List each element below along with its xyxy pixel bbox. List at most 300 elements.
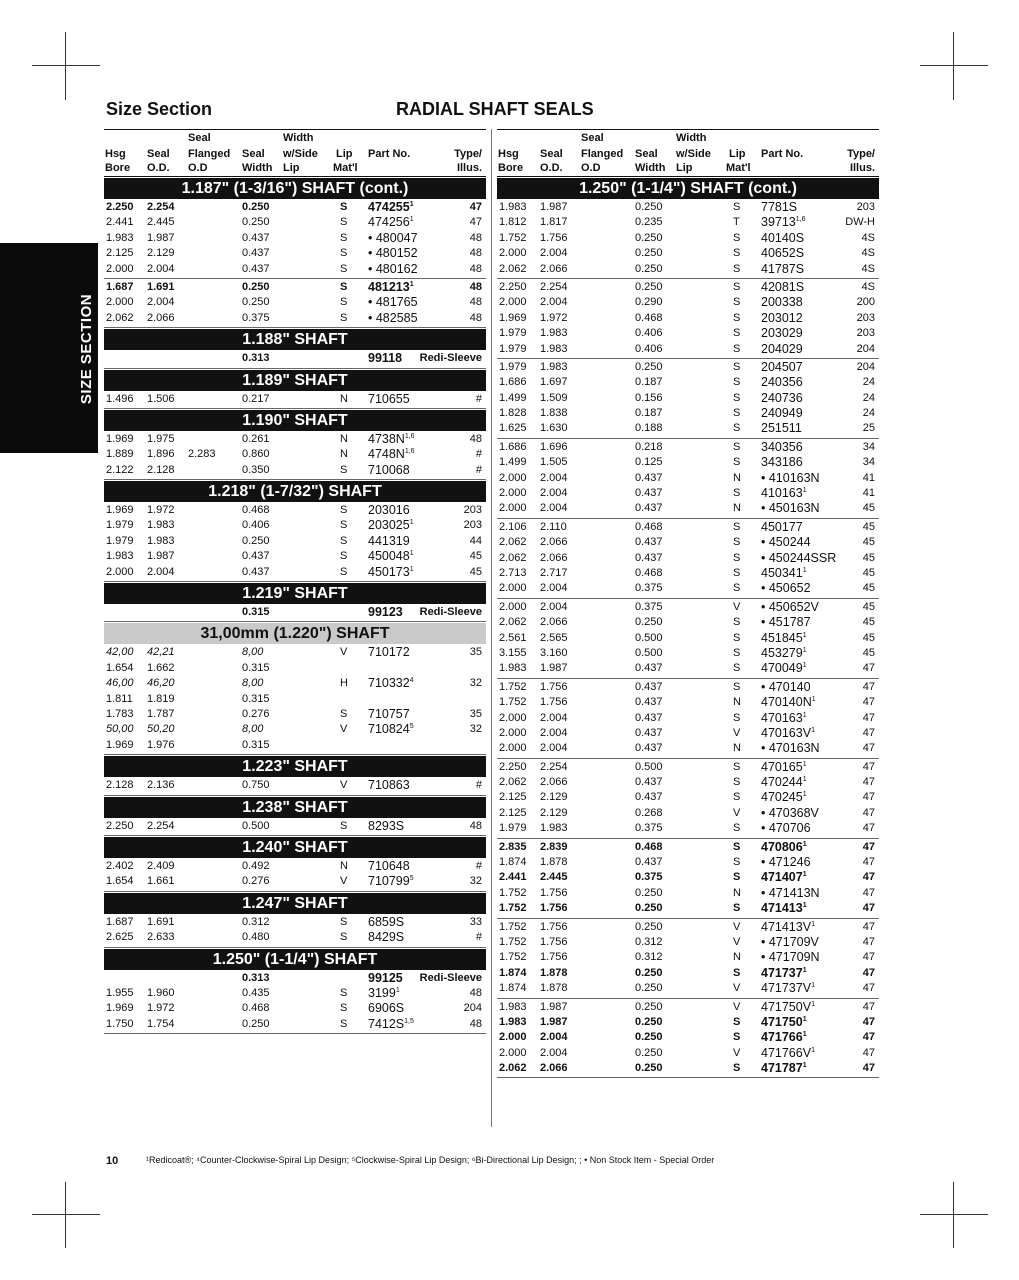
seal-width-cell (635, 471, 663, 486)
hsg-bore-cell-text: 2.561 (499, 631, 527, 644)
seal-od-cell-text: 2.565 (540, 631, 568, 644)
seal-od-cell-text: 2.445 (147, 216, 175, 229)
row-group (104, 432, 486, 480)
seal-width-cell-text: 0.312 (635, 951, 663, 964)
lip-material-cell-text: S (340, 986, 348, 999)
table-row (497, 600, 879, 615)
hsg-bore-cell (106, 692, 133, 707)
seal-od-cell (540, 360, 568, 375)
type-illus-cell (857, 311, 875, 326)
part-number-cell (761, 901, 807, 916)
part-number-cell (761, 440, 803, 455)
header-flanged: Flanged (188, 148, 231, 160)
seal-width-cell-text: 0.250 (242, 280, 270, 293)
footnote-ref: 1 (802, 791, 807, 799)
seal-width-cell (635, 695, 663, 710)
seal-od-cell (147, 930, 175, 945)
part-number-cell (761, 935, 819, 950)
type-illus-cell-text: 45 (862, 520, 875, 533)
part-number-cell-text: • 470163N (761, 741, 820, 756)
hsg-bore-cell-text: 1.499 (499, 391, 527, 404)
seal-width-cell-text: 0.250 (635, 1015, 663, 1028)
lip-material-cell-text: S (340, 519, 348, 532)
part-number-cell (761, 262, 804, 277)
type-illus-cell (863, 661, 875, 676)
type-illus-cell (857, 200, 875, 215)
part-number-cell-text: 42081S (761, 279, 805, 294)
type-illus-cell-text: 47 (862, 696, 875, 709)
lip-material-cell (340, 707, 347, 722)
part-number-cell-text: 710863 (368, 778, 410, 793)
row-group (104, 200, 486, 279)
seal-width-cell (242, 447, 270, 462)
seal-od-cell-text: 2.066 (540, 1062, 568, 1075)
hsg-bore-cell-text: 1.752 (499, 935, 527, 948)
part-number-cell (368, 1001, 404, 1016)
part-number-cell-text: • 410163N (761, 470, 820, 485)
seal-od-cell (540, 551, 568, 566)
footnote-ref: 1,6 (404, 432, 415, 440)
lip-material-cell (340, 565, 347, 580)
table-row (104, 971, 486, 986)
footnote-ref: 1 (802, 1031, 807, 1039)
type-illus-cell-text: 47 (862, 871, 875, 884)
footnote-ref: 1 (811, 1046, 815, 1054)
lip-material-cell (733, 231, 740, 246)
seal-width-cell (635, 661, 663, 676)
lip-material-cell-text: S (733, 840, 741, 853)
part-number-cell (368, 549, 414, 564)
lip-material-cell-text: S (340, 231, 348, 244)
part-number-cell (761, 711, 807, 726)
seal-od-cell (540, 760, 568, 775)
part-number-cell-text: • 470140 (761, 679, 811, 694)
type-illus-cell (863, 760, 875, 775)
type-illus-cell-text: # (475, 859, 482, 872)
hsg-bore-cell-text: 1.752 (499, 886, 527, 899)
seal-width-cell (635, 215, 663, 230)
table-row (497, 391, 879, 406)
lip-material-cell-text: S (340, 247, 348, 260)
hsg-bore-cell-text: 1.752 (499, 902, 527, 915)
seal-od-cell (540, 1046, 568, 1061)
hsg-bore-cell (499, 200, 527, 215)
lip-material-cell-text: S (340, 1017, 348, 1030)
type-illus-cell-text: 47 (862, 711, 875, 724)
hsg-bore-cell (106, 986, 134, 1001)
table-row (497, 581, 879, 596)
seal-width-cell (635, 631, 663, 646)
part-number-cell-text: 40140S (761, 230, 805, 245)
lip-material-cell (340, 295, 347, 310)
part-number-cell (368, 215, 414, 230)
row-group (104, 645, 486, 755)
lip-material-cell (733, 1030, 740, 1045)
lip-material-cell-text: S (340, 201, 348, 213)
seal-width-cell-text: 0.250 (242, 1017, 270, 1030)
hsg-bore-cell (499, 631, 527, 646)
type-illus-cell (863, 1015, 875, 1030)
seal-width-cell-text: 0.500 (242, 819, 270, 832)
seal-width-cell (635, 600, 663, 615)
hsg-bore-cell (499, 360, 527, 375)
table-row (497, 471, 879, 486)
hsg-bore-cell-text: 1.979 (499, 360, 527, 373)
type-illus-cell (863, 920, 875, 935)
seal-width-cell (242, 1001, 270, 1016)
type-illus-cell (470, 262, 482, 277)
part-number-cell-text: 471787 (761, 1061, 803, 1076)
header-lip-mat: Lip (336, 148, 353, 160)
seal-width-cell-text: 0.250 (635, 1046, 663, 1059)
type-illus-cell (476, 392, 482, 407)
lip-material-cell-text: S (733, 856, 741, 869)
type-illus-cell-text: 34 (862, 456, 875, 469)
seal-width-cell-text: 0.468 (635, 311, 663, 324)
type-illus-cell (863, 520, 875, 535)
part-number-cell (368, 722, 414, 737)
part-number-cell (761, 231, 804, 246)
header-wside: w/Side (676, 148, 711, 160)
part-number-cell-text: 710799 (368, 874, 410, 889)
seal-width-cell (242, 231, 270, 246)
table-row (497, 551, 879, 566)
hsg-bore-cell (106, 645, 134, 660)
hsg-bore-cell (106, 1017, 134, 1032)
table-row (497, 775, 879, 790)
type-illus-cell-text: 203 (856, 327, 875, 340)
type-illus-cell (470, 645, 482, 660)
lip-material-cell-text: S (733, 616, 741, 629)
seal-od-cell (540, 981, 568, 996)
row-group (104, 859, 486, 892)
hsg-bore-cell (106, 518, 134, 533)
type-illus-cell-text: 24 (862, 391, 875, 404)
seal-od-cell (540, 790, 568, 805)
hsg-bore-cell-text: 1.686 (499, 440, 527, 453)
lip-material-cell (733, 501, 741, 516)
lip-material-cell (733, 342, 740, 357)
type-illus-cell (470, 676, 482, 691)
shaft-size-heading: 1.190" SHAFT (104, 410, 486, 431)
hsg-bore-cell-text: 1.752 (499, 920, 527, 933)
seal-width-cell-text: 0.250 (635, 360, 663, 373)
part-number-cell-text: 40652S (761, 246, 805, 261)
seal-width-cell (635, 406, 663, 421)
seal-od-cell (540, 262, 568, 277)
hsg-bore-cell (106, 915, 134, 930)
seal-width-cell-text: 0.250 (242, 534, 270, 547)
lip-material-cell (733, 680, 740, 695)
type-illus-cell-text: 4S (861, 247, 875, 260)
shaft-size-heading: 1.238" SHAFT (104, 797, 486, 818)
header-seal-w: Seal (635, 148, 658, 160)
table-row (104, 778, 486, 793)
seal-od-cell-text: 1.756 (540, 935, 568, 948)
footnote-ref: 1 (802, 902, 807, 910)
type-illus-cell (863, 806, 875, 821)
part-number-cell (761, 631, 807, 646)
part-number-cell-text: 343186 (761, 455, 803, 470)
part-number-cell-text: 41787S (761, 261, 805, 276)
type-illus-cell-text: 47 (862, 1046, 875, 1059)
seal-width-cell (635, 535, 663, 550)
seal-od-cell-text: 1.983 (540, 822, 568, 835)
seal-width-cell (242, 692, 270, 707)
header-matl: Mat'l (333, 162, 358, 174)
part-number-cell (761, 790, 807, 805)
part-number-cell (368, 246, 418, 261)
seal-od-cell (147, 518, 175, 533)
part-number-cell-text: 453279 (761, 645, 803, 660)
part-number-cell (761, 375, 803, 390)
hsg-bore-cell (106, 311, 134, 326)
seal-width-cell (635, 455, 663, 470)
seal-width-cell (242, 874, 270, 889)
type-illus-cell (863, 600, 875, 615)
footnote-ref: 5 (409, 875, 414, 883)
seal-od-cell-text: 1.697 (540, 376, 568, 389)
seal-width-cell-text: 0.250 (635, 966, 663, 979)
lip-material-cell (733, 631, 740, 646)
part-number-cell (761, 566, 807, 581)
type-illus-cell-text: 47 (862, 806, 875, 819)
header-fl-od: O.D (188, 162, 208, 174)
part-number-cell-text: 470163V (761, 725, 812, 740)
hsg-bore-cell-text: 2.106 (499, 520, 527, 533)
type-illus-cell (863, 821, 875, 836)
hsg-bore-cell (499, 1061, 527, 1076)
lip-material-cell (733, 566, 740, 581)
type-illus-cell-text: 35 (469, 646, 482, 659)
part-number-cell-text: 471766V (761, 1045, 812, 1060)
part-number-cell-text: 240736 (761, 390, 803, 405)
part-number-cell-text: 99125 (368, 970, 403, 985)
type-illus-cell-text: 47 (862, 902, 875, 915)
seal-width-cell (242, 200, 270, 215)
flanged-od-cell-text: 2.283 (188, 448, 216, 461)
seal-width-cell (635, 615, 663, 630)
seal-width-cell-text: 0.125 (635, 456, 663, 469)
table-row (497, 966, 879, 981)
seal-od-cell (540, 342, 568, 357)
hsg-bore-cell (499, 821, 527, 836)
seal-width-cell-text: 0.315 (242, 661, 270, 674)
lip-material-cell (733, 821, 740, 836)
seal-od-cell-text: 2.066 (540, 551, 568, 564)
hsg-bore-cell-text: 42,00 (106, 646, 134, 659)
seal-width-cell-text: 0.250 (635, 982, 663, 995)
type-illus-cell (863, 901, 875, 916)
type-illus-cell (863, 501, 875, 516)
seal-width-cell (635, 486, 663, 501)
header-fl-seal: Seal (581, 132, 604, 144)
seal-width-cell-text: 0.500 (635, 631, 663, 644)
type-illus-cell-text: 45 (862, 582, 875, 595)
hsg-bore-cell (499, 391, 527, 406)
lip-material-cell (340, 463, 347, 478)
seal-od-cell-text: 1.987 (147, 231, 175, 244)
footnote-ref: 1 (811, 982, 815, 990)
seal-od-cell (540, 566, 568, 581)
hsg-bore-cell-text: 1.752 (499, 680, 527, 693)
lip-material-cell-text: S (733, 822, 741, 835)
type-illus-cell-text: 35 (469, 707, 482, 720)
seal-od-cell (540, 1000, 568, 1015)
hsg-bore-cell (499, 646, 527, 661)
lip-material-cell (733, 966, 740, 981)
seal-width-cell-text: 0.268 (635, 806, 663, 819)
hsg-bore-cell (499, 262, 527, 277)
type-illus-cell (476, 447, 482, 462)
type-illus-cell (863, 406, 875, 421)
lip-material-cell (733, 695, 741, 710)
lip-material-cell (733, 311, 740, 326)
table-row (497, 631, 879, 646)
seal-width-cell (635, 551, 663, 566)
type-illus-cell-text: Redi-Sleeve (419, 606, 482, 619)
shaft-size-heading: 1.247" SHAFT (104, 893, 486, 914)
lip-material-cell (733, 520, 740, 535)
table-row (497, 440, 879, 455)
part-number-cell (761, 966, 807, 981)
column-divider (491, 129, 492, 1127)
seal-width-cell (635, 886, 663, 901)
part-number-cell (761, 246, 804, 261)
table-row (497, 200, 879, 215)
type-illus-cell (863, 581, 875, 596)
seal-width-cell-text: 8,00 (242, 646, 264, 659)
part-number-cell-text: 470245 (761, 790, 803, 805)
type-illus-cell-text: 32 (469, 875, 482, 888)
type-illus-cell-text: 47 (862, 776, 875, 789)
lip-material-cell-text: S (733, 760, 741, 773)
seal-width-cell-text: 0.250 (635, 231, 663, 244)
hsg-bore-cell-text: 1.889 (106, 448, 134, 461)
part-number-cell-text: 470165 (761, 759, 803, 774)
header-wside: w/Side (283, 148, 318, 160)
seal-od-cell-text: 1.983 (147, 534, 175, 547)
seal-width-cell (635, 501, 663, 516)
part-number-cell (368, 432, 415, 447)
seal-width-cell-text: 0.250 (635, 886, 663, 899)
seal-width-cell-text: 0.437 (635, 662, 663, 675)
seal-width-cell (635, 231, 663, 246)
part-number-cell-text: 6906S (368, 1001, 405, 1016)
seal-od-cell (147, 738, 175, 753)
type-illus-cell-text: 24 (862, 407, 875, 420)
type-illus-cell-text: # (475, 392, 482, 405)
part-number-cell-text: • 471709N (761, 950, 820, 965)
part-number-cell-text: 470163 (761, 710, 803, 725)
seal-od-cell (147, 645, 175, 660)
table-row (104, 605, 486, 620)
lip-material-cell-text: N (733, 951, 741, 964)
seal-od-cell (540, 615, 568, 630)
seal-od-cell-text: 2.004 (540, 296, 568, 309)
hsg-bore-cell-text: 1.499 (499, 456, 527, 469)
lip-material-cell-text: H (340, 677, 348, 690)
hsg-bore-cell (106, 215, 134, 230)
lip-material-cell (733, 1061, 740, 1076)
seal-od-cell-text: 2.129 (540, 806, 568, 819)
seal-width-cell (635, 950, 663, 965)
hsg-bore-cell (499, 1015, 527, 1030)
hsg-bore-cell (106, 463, 134, 478)
lip-material-cell (733, 215, 740, 230)
part-number-cell (761, 855, 811, 870)
hsg-bore-cell (499, 806, 527, 821)
type-illus-cell (476, 778, 482, 793)
seal-od-cell (147, 215, 175, 230)
part-number-cell-text: 471750 (761, 1014, 803, 1029)
crop-mark (920, 1214, 988, 1215)
lip-material-cell (340, 1001, 347, 1016)
lip-material-cell (733, 741, 741, 756)
hsg-bore-cell-text: 2.000 (499, 247, 527, 260)
lip-material-cell (340, 503, 347, 518)
hsg-bore-cell (106, 432, 134, 447)
seal-od-cell-text: 2.004 (540, 711, 568, 724)
table-row (104, 676, 486, 691)
part-number-cell-text: 451845 (761, 630, 803, 645)
type-illus-cell-text: 48 (469, 280, 482, 293)
seal-width-cell-text: 0.860 (242, 448, 270, 461)
row-group (497, 760, 879, 839)
part-number-cell (761, 1046, 815, 1061)
type-illus-cell-text: 47 (862, 1062, 875, 1075)
hsg-bore-cell-text: 1.979 (106, 519, 134, 532)
lip-material-cell-text: N (340, 859, 348, 872)
lip-material-cell (733, 760, 740, 775)
header-illus: Illus. (456, 162, 482, 174)
hsg-bore-cell-text: 2.000 (499, 471, 527, 484)
lip-material-cell-text: V (733, 920, 741, 933)
part-number-cell (368, 859, 410, 874)
seal-width-cell-text: 0.276 (242, 875, 270, 888)
hsg-bore-cell (499, 966, 527, 981)
seal-width-cell (635, 981, 663, 996)
hsg-bore-cell-text: 2.000 (106, 296, 134, 309)
lip-material-cell-text: S (733, 407, 741, 420)
part-number-cell (761, 615, 811, 630)
hsg-bore-cell-text: 2.000 (499, 1031, 527, 1044)
table-row (497, 695, 879, 710)
type-illus-cell-text: 4S (861, 262, 875, 275)
header-bore: Bore (105, 162, 131, 174)
lip-material-cell-text: N (733, 696, 741, 709)
seal-od-cell-text: 2.004 (540, 742, 568, 755)
type-illus-cell-text: 48 (469, 231, 482, 244)
seal-width-cell (635, 966, 663, 981)
table-row (104, 463, 486, 478)
part-number-cell (761, 421, 802, 436)
part-number-cell-text: 4748N (368, 447, 405, 462)
table-row (497, 520, 879, 535)
part-number-cell (368, 231, 418, 246)
seal-od-cell-text: 2.128 (147, 463, 175, 476)
lip-material-cell-text: S (340, 550, 348, 563)
lip-material-cell-text: S (733, 520, 741, 533)
lip-material-cell-text: S (733, 631, 741, 644)
seal-width-cell-text: 0.500 (635, 646, 663, 659)
lip-material-cell-text: V (733, 726, 741, 739)
table-row (497, 311, 879, 326)
type-illus-cell-text: 203 (856, 201, 875, 213)
type-illus-cell (464, 1001, 482, 1016)
seal-od-cell-text: 1.696 (540, 440, 568, 453)
lip-material-cell (733, 615, 740, 630)
